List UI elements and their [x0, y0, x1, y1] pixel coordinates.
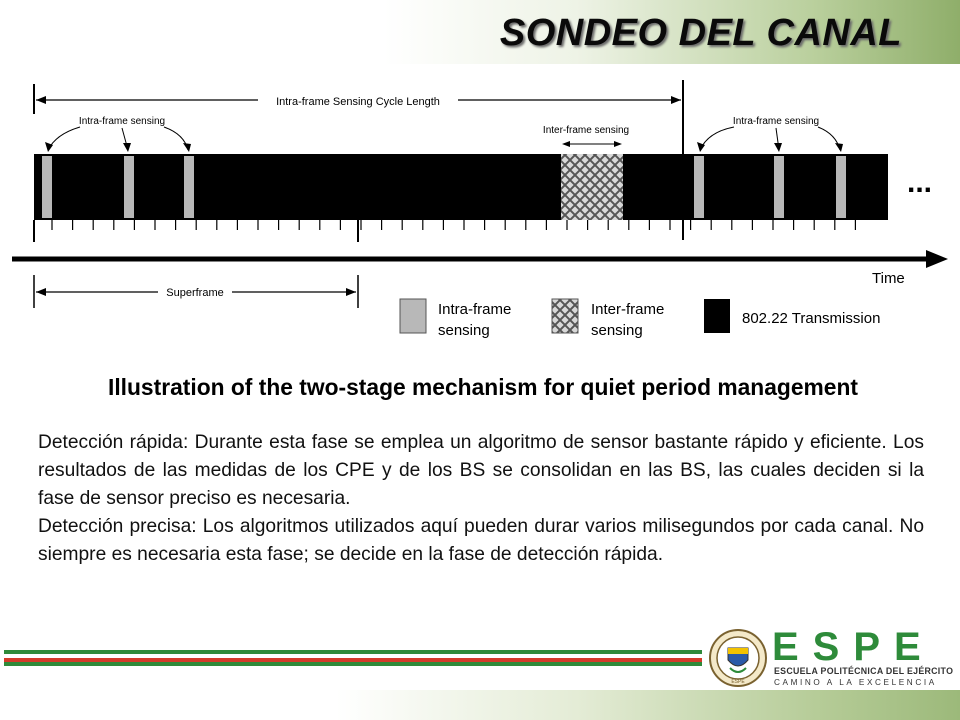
- time-label: Time: [872, 270, 905, 287]
- frame-ticks: [52, 220, 855, 230]
- intra-frame-slot: [774, 156, 784, 218]
- body-text: [38, 429, 924, 569]
- quiet-period-diagram: [0, 70, 960, 410]
- legend-intra-swatch: [400, 299, 426, 333]
- logo-letters: ESPE: [772, 625, 935, 669]
- stripe-green-bottom: [4, 662, 702, 666]
- legend-inter-swatch: [552, 299, 578, 333]
- legend-transmission-swatch: [704, 299, 730, 333]
- superframe-label: Superframe: [166, 287, 224, 299]
- legend: [400, 299, 880, 339]
- diagram-caption: Illustration of the two-stage mechanism for quiet period management: [108, 374, 859, 400]
- footer-band: [0, 690, 960, 720]
- intra-frame-slot: [184, 156, 194, 218]
- slide-title: SONDEO DEL CANAL: [499, 12, 902, 54]
- intra-frame-label-right: Intra-frame sensing: [732, 116, 820, 127]
- intra-frame-label-left: Intra-frame sensing: [78, 116, 166, 127]
- legend-inter-line1: Inter-frame: [591, 301, 665, 318]
- transmission-bar: [34, 154, 888, 220]
- seal-text: ESPE: [731, 679, 745, 685]
- superframe-arrow: [34, 275, 358, 308]
- cycle-length-label: Intra-frame Sensing Cycle Length: [276, 96, 440, 108]
- logo-motto: CAMINO A LA EXCELENCIA: [774, 678, 937, 687]
- inter-frame-label: Inter-frame sensing: [542, 125, 630, 136]
- legend-intra-line1: Intra-frame: [438, 301, 512, 318]
- intra-frame-slot: [124, 156, 134, 218]
- legend-inter-line2: sensing: [591, 322, 643, 339]
- footer-stripes: [4, 650, 702, 666]
- intra-frame-slot: [836, 156, 846, 218]
- intra-frame-slot: [694, 156, 704, 218]
- paragraph-fine-sensing: Detección precisa: Los algoritmos utilizados aquí pueden durar varios milisegundos por cada canal. No siempre es necesaria esta fase; se decide en la fase de detección rápida.: [38, 516, 924, 565]
- paragraph-fast-sensing: Detección rápida: Durante esta fase se emplea un algoritmo de sensor bastante rápido y eficiente. Los resultados de las medidas de los CPE y de los BS se consolidan en las BS, las cuales deciden si la fase de sensor preciso es necesaria.: [38, 432, 924, 509]
- intra-frame-slot: [42, 156, 52, 218]
- logo-institution-name: ESCUELA POLITÉCNICA DEL EJÉRCITO: [774, 666, 954, 676]
- continuation-ellipsis: ...: [907, 166, 933, 199]
- legend-intra-line2: sensing: [438, 322, 490, 339]
- inter-frame-block: [561, 154, 623, 220]
- legend-transmission-label: 802.22 Transmission: [742, 310, 881, 327]
